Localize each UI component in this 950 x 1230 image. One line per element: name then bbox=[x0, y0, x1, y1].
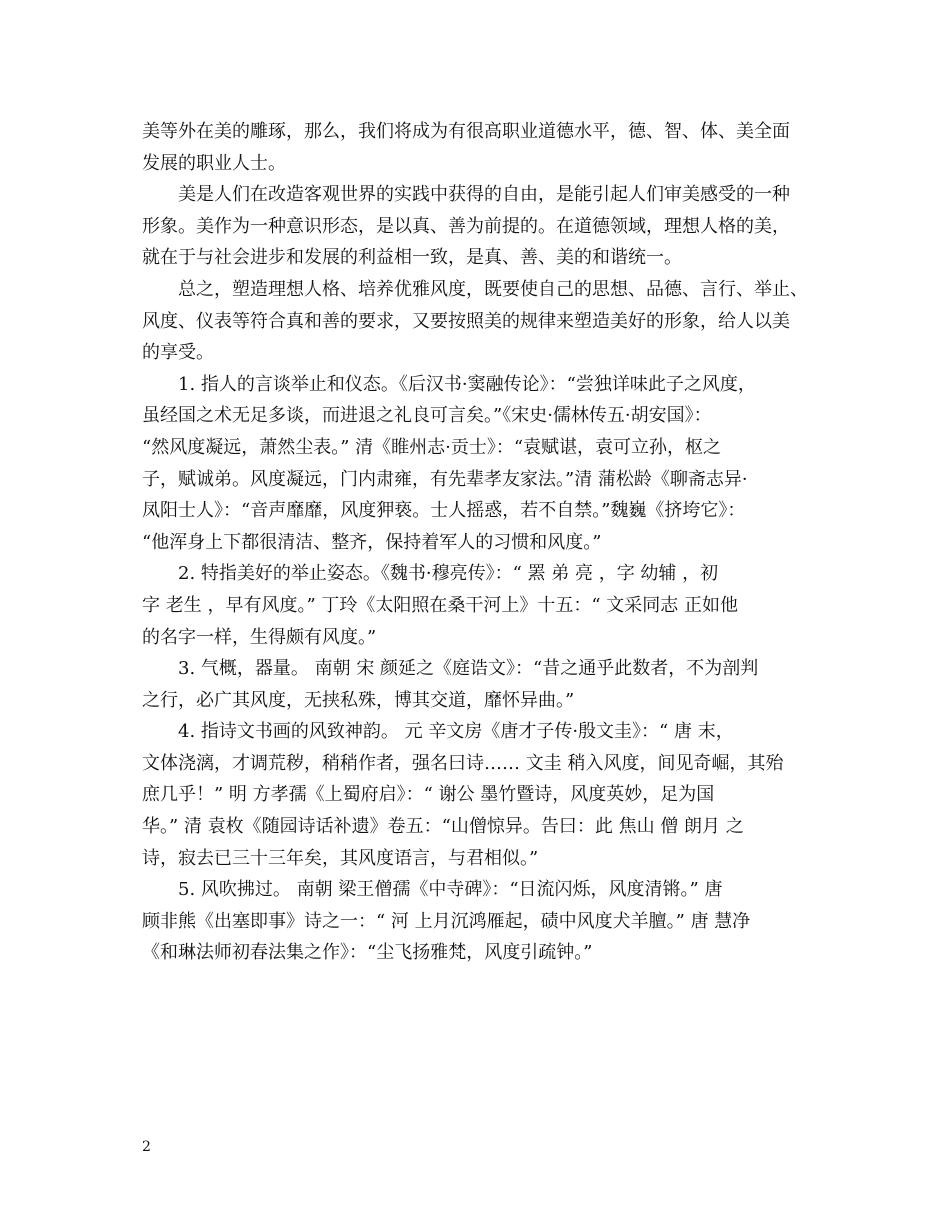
text-line: 1. 指人的言谈举止和仪态。《后汉书·窦融传论》：“尝独详味此子之风度， bbox=[142, 373, 756, 395]
text-line: 5. 风吹拂过。 南朝 梁王僧孺《中寺碑》：“日流闪烁，风度清锵。” 唐 bbox=[142, 879, 723, 901]
text-line: 虽经国之术无足多谈，而进退之礼良可言矣。”《宋史·儒林传五·胡安国》： bbox=[142, 405, 712, 427]
text-line: 的享受。 bbox=[142, 342, 214, 364]
text-line: 庶几乎！” 明 方孝孺《上蜀府启》：“ 谢公 墨竹暨诗，风度英妙，足为国 bbox=[142, 784, 715, 806]
text-line: 之行，必广其风度，无挟私殊，博其交道，靡怀异曲。” bbox=[142, 689, 575, 711]
text-line: 凤阳士人》：“音声靡靡，风度狎亵。士人摇惑，若不自禁。”魏巍《挤垮它》： bbox=[142, 500, 746, 522]
text-line: 4. 指诗文书画的风致神韵。 元 辛文房《唐才子传·殷文圭》：“ 唐 末， bbox=[142, 721, 734, 743]
text-line: 美是人们在改造客观世界的实践中获得的自由，是能引起人们审美感受的一种 bbox=[142, 184, 790, 206]
text-line: 3. 气概，器量。 南朝 宋 颜延之《庭诰文》：“昔之通乎此数者，不为剖判 bbox=[142, 658, 759, 680]
text-line: 文体浇漓，才调荒秽，稍稍作者，强名曰诗…… 文圭 稍入风度，间见奇崛，其殆 bbox=[142, 752, 784, 774]
text-line: 总之，塑造理想人格、培养优雅风度，既要使自己的思想、品德、言行、举止、 bbox=[142, 278, 808, 300]
text-line: 顾非熊《出塞即事》诗之一：“ 河 上月沉鸿雁起，碛中风度犬羊膻。” 唐 慧净 bbox=[142, 910, 751, 932]
text-line: 诗，寂去已三十三年矣，其风度语言，与君相似。” bbox=[142, 847, 539, 869]
page-number: 2 bbox=[142, 1139, 151, 1155]
body-text bbox=[142, 116, 814, 969]
text-line: 风度、仪表等符合真和善的要求，又要按照美的规律来塑造美好的形象，给人以美 bbox=[142, 310, 790, 332]
text-line: 子，赋诚弟。风度凝远，门内肃雍，有先辈孝友家法。”清 蒲松龄《聊斋志异· bbox=[142, 468, 748, 490]
text-line: “然风度凝远，萧然尘表。” 清《睢州志·贡士》：“袁赋谌，袁可立孙，枢之 bbox=[142, 436, 722, 458]
text-line: 字 老生 ，早有风度。” 丁玲《太阳照在桑干河上》十五：“ 文采同志 正如他 bbox=[142, 594, 739, 616]
text-line: 发展的职业人士。 bbox=[142, 152, 286, 174]
text-line: 2. 特指美好的举止姿态。《魏书·穆亮传》：“ 罴 弟 亮 ，字 幼辅 ，初 bbox=[142, 563, 719, 585]
text-line: 《和琳法师初春法集之作》：“尘飞扬雅梵，风度引疏钟。” bbox=[142, 942, 593, 964]
text-line: 华。” 清 袁枚《随园诗话补遗》卷五：“山僧惊异。告曰：此 焦山 僧 朗月 之 bbox=[142, 816, 744, 838]
text-line: 美等外在美的雕琢，那么，我们将成为有很高职业道德水平，德、智、体、美全面 bbox=[142, 121, 790, 142]
text-line: 形象。美作为一种意识形态，是以真、善为前提的。在道德领域，理想人格的美， bbox=[142, 215, 790, 237]
text-line: “他浑身上下都很清洁、整齐，保持着军人的习惯和风度。” bbox=[142, 531, 602, 553]
text-line: 就在于与社会进步和发展的利益相一致，是真、善、美的和谐统一。 bbox=[142, 247, 682, 269]
text-line: 的名字一样，生得颇有风度。” bbox=[142, 626, 377, 648]
